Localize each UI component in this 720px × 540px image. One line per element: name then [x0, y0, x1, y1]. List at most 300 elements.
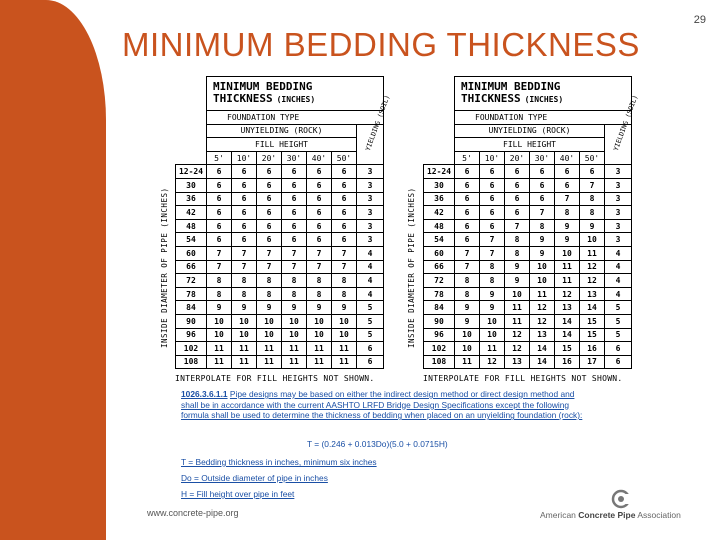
pipe-diameter-cell: 66 — [424, 260, 455, 274]
bedding-thickness-cell: 8 — [257, 274, 282, 288]
bedding-thickness-cell: 11 — [307, 342, 332, 356]
bedding-thickness-cell: 7 — [580, 178, 605, 192]
bedding-thickness-cell: 6 — [232, 192, 257, 206]
bedding-thickness-cell: 4 — [357, 260, 384, 274]
heading-line-1: MINIMUM BEDDING — [461, 80, 561, 93]
bedding-thickness-cell: 12 — [480, 355, 505, 369]
bedding-thickness-cell: 8 — [455, 287, 480, 301]
bedding-thickness-cell: 6 — [480, 178, 505, 192]
bedding-thickness-cell: 9 — [530, 233, 555, 247]
bedding-thickness-cell: 6 — [232, 233, 257, 247]
footer-url: www.concrete-pipe.org — [147, 508, 239, 518]
table-row — [424, 260, 632, 274]
bedding-thickness-cell: 6 — [455, 165, 480, 179]
bedding-thickness-cell: 10 — [207, 328, 232, 342]
left-accent-band — [0, 0, 106, 540]
bedding-thickness-cell: 11 — [455, 355, 480, 369]
table-row — [424, 206, 632, 220]
pipe-diameter-cell: 66 — [176, 260, 207, 274]
bedding-thickness-cell: 14 — [555, 314, 580, 328]
page-number: 29 — [693, 14, 706, 26]
bedding-thickness-cell: 8 — [455, 274, 480, 288]
table-row — [424, 355, 632, 369]
spec-text: Pipe designs may be based on either the indirect design method or direct design method and shall be in accordance with the current AASHTO LRFD Bridge Design Specifications except the following formula shall be used to determine the thickness of bedding when placed on an unyielding foundation (rock): — [181, 389, 583, 421]
bedding-thickness-cell: 10 — [480, 314, 505, 328]
pipe-diameter-cell: 84 — [424, 301, 455, 315]
bedding-thickness-cell: 12 — [530, 314, 555, 328]
yielding-text: YIELDING (SOIL) — [611, 94, 640, 153]
definition-do: Do = Outside diameter of pipe in inches — [181, 473, 328, 483]
bedding-thickness-cell: 7 — [307, 260, 332, 274]
bedding-thickness-cell: 13 — [580, 287, 605, 301]
bedding-thickness-cell: 3 — [357, 165, 384, 179]
bedding-thickness-cell: 7 — [505, 219, 530, 233]
bedding-thickness-cell: 5 — [605, 314, 632, 328]
bedding-thickness-cell: 9 — [555, 219, 580, 233]
fill-height-label: FILL HEIGHT — [207, 138, 357, 152]
pipe-diameter-cell: 84 — [176, 301, 207, 315]
corner-blank — [176, 124, 207, 138]
bedding-thickness-cell: 4 — [605, 260, 632, 274]
pipe-diameter-cell: 108 — [176, 355, 207, 369]
bedding-thickness-cell: 6 — [505, 178, 530, 192]
pipe-diameter-cell: 78 — [424, 287, 455, 301]
bedding-thickness-cell: 9 — [455, 301, 480, 315]
bedding-thickness-cell: 14 — [530, 342, 555, 356]
bedding-thickness-cell: 6 — [207, 233, 232, 247]
bedding-thickness-cell: 11 — [505, 301, 530, 315]
bedding-thickness-cell: 6 — [307, 219, 332, 233]
bedding-thickness-cell: 6 — [530, 178, 555, 192]
bedding-thickness-cell: 6 — [282, 192, 307, 206]
table-row — [424, 328, 632, 342]
bedding-thickness-cell: 12 — [555, 287, 580, 301]
definition-t: T = Bedding thickness in inches, minimum six inches — [181, 457, 377, 467]
bedding-thickness-cell: 3 — [605, 165, 632, 179]
bedding-thickness-cell: 8 — [282, 274, 307, 288]
bedding-thickness-cell: 12 — [505, 328, 530, 342]
bedding-thickness-cell: 6 — [232, 165, 257, 179]
corner-blank — [424, 138, 455, 152]
bedding-thickness-cell: 9 — [555, 233, 580, 247]
bedding-thickness-cell: 6 — [282, 233, 307, 247]
bedding-thickness-cell: 9 — [455, 314, 480, 328]
corner-blank — [424, 151, 455, 165]
bedding-thickness-cell: 11 — [580, 246, 605, 260]
bedding-thickness-cell: 6 — [307, 165, 332, 179]
pipe-diameter-cell: 30 — [176, 178, 207, 192]
bedding-thickness-cell: 6 — [307, 233, 332, 247]
bedding-thickness-cell: 11 — [257, 342, 282, 356]
bedding-thickness-cell: 6 — [357, 342, 384, 356]
bedding-thickness-cell: 6 — [505, 206, 530, 220]
table-row — [176, 274, 384, 288]
bedding-thickness-cell: 8 — [580, 192, 605, 206]
fill-height-label: FILL HEIGHT — [455, 138, 605, 152]
table-row — [176, 246, 384, 260]
bedding-thickness-cell: 6 — [455, 206, 480, 220]
pipe-diameter-cell: 108 — [424, 355, 455, 369]
bedding-thickness-cell: 17 — [580, 355, 605, 369]
acpa-logo — [540, 488, 710, 528]
bedding-thickness-cell: 7 — [207, 246, 232, 260]
bedding-thickness-cell: 6 — [282, 165, 307, 179]
bedding-thickness-cell: 6 — [257, 178, 282, 192]
bedding-thickness-cell: 9 — [505, 260, 530, 274]
bedding-thickness-cell: 9 — [530, 246, 555, 260]
corner-blank — [424, 77, 455, 111]
bedding-thickness-cell: 6 — [232, 178, 257, 192]
bedding-thickness-cell: 6 — [332, 165, 357, 179]
bedding-thickness-cell: 8 — [505, 233, 530, 247]
pipe-diameter-cell: 12-24 — [176, 165, 207, 179]
bedding-thickness-cell: 7 — [332, 246, 357, 260]
bedding-thickness-cell: 6 — [480, 192, 505, 206]
heading-thickness: THICKNESS — [461, 92, 521, 105]
bedding-thickness-cell: 6 — [555, 165, 580, 179]
fill-height-header: 5' — [207, 151, 232, 165]
bedding-thickness-cell: 10 — [530, 274, 555, 288]
bedding-formula: T = (0.246 + 0.013Do)(5.0 + 0.0715H) — [307, 439, 448, 449]
bedding-thickness-cell: 6 — [555, 178, 580, 192]
pipe-diameter-cell: 54 — [424, 233, 455, 247]
fill-height-header: 30' — [282, 151, 307, 165]
bedding-thickness-cell: 9 — [232, 301, 257, 315]
bedding-thickness-cell: 9 — [257, 301, 282, 315]
bedding-thickness-cell: 6 — [207, 178, 232, 192]
corner-blank — [424, 111, 455, 125]
fill-height-header: 50' — [580, 151, 605, 165]
bedding-thickness-cell: 8 — [282, 287, 307, 301]
bedding-thickness-cell: 6 — [257, 192, 282, 206]
bedding-thickness-cell: 4 — [357, 274, 384, 288]
bedding-thickness-cell: 10 — [555, 246, 580, 260]
pipe-diameter-cell: 36 — [176, 192, 207, 206]
table-row — [176, 233, 384, 247]
bedding-thickness-cell: 6 — [505, 192, 530, 206]
bedding-thickness-cell: 9 — [207, 301, 232, 315]
bedding-thickness-cell: 3 — [605, 206, 632, 220]
heading-units: (INCHES) — [276, 95, 316, 104]
page-title: MINIMUM BEDDING THICKNESS — [122, 26, 640, 63]
bedding-thickness-cell: 7 — [257, 246, 282, 260]
right-side-label: INSIDE DIAMETER OF PIPE (INCHES) — [407, 187, 416, 348]
bedding-thickness-cell: 9 — [480, 287, 505, 301]
bedding-thickness-cell: 6 — [232, 206, 257, 220]
bedding-thickness-cell: 16 — [580, 342, 605, 356]
table-row — [176, 287, 384, 301]
table-row — [176, 314, 384, 328]
bedding-thickness-cell: 6 — [282, 219, 307, 233]
bedding-thickness-cell: 3 — [605, 192, 632, 206]
bedding-thickness-cell: 11 — [505, 314, 530, 328]
pipe-diameter-cell: 102 — [176, 342, 207, 356]
bedding-thickness-cell: 11 — [232, 355, 257, 369]
fill-height-header: 5' — [455, 151, 480, 165]
bedding-thickness-cell: 6 — [357, 355, 384, 369]
table-row — [424, 314, 632, 328]
bedding-thickness-cell: 3 — [357, 219, 384, 233]
bedding-thickness-cell: 10 — [332, 314, 357, 328]
bedding-thickness-cell: 6 — [207, 192, 232, 206]
bedding-thickness-cell: 6 — [580, 165, 605, 179]
table-row — [424, 246, 632, 260]
bedding-thickness-cell: 3 — [357, 233, 384, 247]
bedding-thickness-cell: 7 — [307, 246, 332, 260]
table-row — [424, 178, 632, 192]
bedding-thickness-cell: 11 — [207, 355, 232, 369]
bedding-thickness-cell: 8 — [530, 219, 555, 233]
table-row — [176, 328, 384, 342]
bedding-thickness-cell: 3 — [605, 219, 632, 233]
bedding-thickness-cell: 6 — [455, 219, 480, 233]
bedding-thickness-cell: 12 — [580, 274, 605, 288]
bedding-thickness-cell: 11 — [282, 355, 307, 369]
bedding-thickness-cell: 6 — [605, 355, 632, 369]
bedding-thickness-cell: 6 — [332, 233, 357, 247]
table-row — [424, 233, 632, 247]
spec-paragraph — [181, 389, 588, 421]
bedding-thickness-cell: 10 — [257, 328, 282, 342]
bedding-thickness-cell: 7 — [232, 260, 257, 274]
pipe-diameter-cell: 72 — [176, 274, 207, 288]
bedding-thickness-cell: 8 — [307, 287, 332, 301]
fill-height-header: 20' — [505, 151, 530, 165]
bedding-thickness-cell: 3 — [357, 206, 384, 220]
table-row — [176, 165, 384, 179]
bedding-thickness-cell: 3 — [605, 233, 632, 247]
bedding-thickness-cell: 6 — [332, 192, 357, 206]
bedding-thickness-cell: 6 — [307, 206, 332, 220]
bedding-thickness-cell: 7 — [555, 192, 580, 206]
bedding-thickness-cell: 8 — [332, 274, 357, 288]
unyielding-label: UNYIELDING (ROCK) — [455, 124, 605, 138]
fill-height-header: 40' — [555, 151, 580, 165]
pipe-diameter-cell: 12-24 — [424, 165, 455, 179]
bedding-thickness-cell: 6 — [307, 178, 332, 192]
fill-height-header: 30' — [530, 151, 555, 165]
heading-line-1: MINIMUM BEDDING — [213, 80, 313, 93]
bedding-thickness-cell: 5 — [357, 328, 384, 342]
bedding-thickness-cell: 10 — [332, 328, 357, 342]
corner-blank — [176, 151, 207, 165]
bedding-thickness-cell: 7 — [282, 260, 307, 274]
bedding-thickness-cell: 9 — [480, 301, 505, 315]
pipe-diameter-cell: 78 — [176, 287, 207, 301]
bedding-thickness-cell: 7 — [282, 246, 307, 260]
table-row — [424, 192, 632, 206]
heading-units: (INCHES) — [524, 95, 564, 104]
bedding-thickness-cell: 8 — [555, 206, 580, 220]
bedding-thickness-cell: 10 — [530, 260, 555, 274]
bedding-thickness-cell: 5 — [605, 301, 632, 315]
bedding-thickness-cell: 8 — [332, 287, 357, 301]
bedding-thickness-cell: 11 — [332, 355, 357, 369]
bedding-thickness-cell: 6 — [207, 206, 232, 220]
bedding-thickness-cell: 6 — [455, 192, 480, 206]
table-heading — [207, 77, 384, 111]
table-row — [424, 165, 632, 179]
bedding-thickness-cell: 12 — [580, 260, 605, 274]
table-row — [424, 219, 632, 233]
bedding-thickness-cell: 11 — [257, 355, 282, 369]
yielding-label — [605, 94, 640, 165]
bedding-thickness-cell: 13 — [505, 355, 530, 369]
pipe-diameter-cell: 60 — [176, 246, 207, 260]
bedding-thickness-cell: 8 — [257, 287, 282, 301]
table-row — [176, 178, 384, 192]
table-row — [424, 342, 632, 356]
bedding-thickness-cell: 4 — [357, 246, 384, 260]
fill-height-header: 10' — [480, 151, 505, 165]
corner-blank — [176, 111, 207, 125]
bedding-thickness-cell: 3 — [357, 178, 384, 192]
bedding-thickness-cell: 5 — [357, 314, 384, 328]
pipe-diameter-cell: 48 — [424, 219, 455, 233]
table-row — [176, 301, 384, 315]
bedding-thickness-cell: 6 — [232, 219, 257, 233]
pipe-diameter-cell: 36 — [424, 192, 455, 206]
bedding-thickness-cell: 12 — [505, 342, 530, 356]
corner-blank — [176, 138, 207, 152]
table-heading — [455, 77, 632, 111]
foundation-type-label: FOUNDATION TYPE — [455, 111, 632, 125]
table-row — [424, 301, 632, 315]
bedding-thickness-cell: 10 — [232, 314, 257, 328]
pipe-diameter-cell: 42 — [176, 206, 207, 220]
bedding-thickness-cell: 6 — [332, 178, 357, 192]
fill-height-header: 20' — [257, 151, 282, 165]
pipe-diameter-cell: 72 — [424, 274, 455, 288]
bedding-thickness-cell: 6 — [257, 206, 282, 220]
bedding-thickness-cell: 6 — [455, 178, 480, 192]
bedding-thickness-cell: 10 — [282, 328, 307, 342]
bedding-thickness-cell: 11 — [307, 355, 332, 369]
bedding-thickness-cell: 3 — [605, 178, 632, 192]
bedding-thickness-cell: 7 — [455, 246, 480, 260]
bedding-thickness-cell: 14 — [530, 355, 555, 369]
right-bedding-table — [423, 76, 640, 369]
bedding-thickness-cell: 10 — [455, 342, 480, 356]
bedding-thickness-cell: 8 — [207, 274, 232, 288]
left-table-grid — [175, 76, 392, 369]
bedding-thickness-cell: 10 — [257, 314, 282, 328]
left-interpolate-note: INTERPOLATE FOR FILL HEIGHTS NOT SHOWN. — [175, 374, 375, 383]
bedding-thickness-cell: 8 — [580, 206, 605, 220]
pipe-diameter-cell: 60 — [424, 246, 455, 260]
pipe-diameter-cell: 102 — [424, 342, 455, 356]
table-row — [176, 342, 384, 356]
bedding-thickness-cell: 6 — [332, 206, 357, 220]
bedding-thickness-cell: 7 — [232, 246, 257, 260]
right-table-grid — [423, 76, 640, 369]
heading-thickness: THICKNESS — [213, 92, 273, 105]
fill-height-header: 10' — [232, 151, 257, 165]
bedding-thickness-cell: 11 — [207, 342, 232, 356]
bedding-thickness-cell: 6 — [307, 192, 332, 206]
bedding-thickness-cell: 6 — [530, 165, 555, 179]
acpa-logo-icon — [608, 488, 634, 510]
bedding-thickness-cell: 7 — [530, 206, 555, 220]
bedding-thickness-cell: 11 — [480, 342, 505, 356]
bedding-thickness-cell: 11 — [555, 260, 580, 274]
bedding-thickness-cell: 11 — [232, 342, 257, 356]
bedding-thickness-cell: 6 — [257, 165, 282, 179]
bedding-thickness-cell: 10 — [307, 314, 332, 328]
bedding-thickness-cell: 4 — [605, 274, 632, 288]
bedding-thickness-cell: 15 — [555, 342, 580, 356]
bedding-thickness-cell: 7 — [332, 260, 357, 274]
bedding-thickness-cell: 11 — [555, 274, 580, 288]
bedding-thickness-cell: 10 — [580, 233, 605, 247]
bedding-thickness-cell: 6 — [530, 192, 555, 206]
bedding-thickness-cell: 8 — [505, 246, 530, 260]
spec-section-number: 1026.3.6.1.1 — [181, 389, 228, 399]
bedding-thickness-cell: 14 — [580, 301, 605, 315]
bedding-thickness-cell: 10 — [282, 314, 307, 328]
bedding-thickness-cell: 4 — [605, 287, 632, 301]
bedding-thickness-cell: 8 — [232, 274, 257, 288]
bedding-thickness-cell: 10 — [505, 287, 530, 301]
bedding-thickness-cell: 10 — [232, 328, 257, 342]
right-interpolate-note: INTERPOLATE FOR FILL HEIGHTS NOT SHOWN. — [423, 374, 623, 383]
bedding-thickness-cell: 16 — [555, 355, 580, 369]
pipe-diameter-cell: 48 — [176, 219, 207, 233]
bedding-thickness-cell: 6 — [282, 206, 307, 220]
bedding-thickness-cell: 9 — [307, 301, 332, 315]
bedding-thickness-cell: 6 — [207, 165, 232, 179]
bedding-thickness-cell: 8 — [207, 287, 232, 301]
table-row — [424, 274, 632, 288]
bedding-thickness-cell: 9 — [332, 301, 357, 315]
table-row — [424, 287, 632, 301]
bedding-thickness-cell: 7 — [455, 260, 480, 274]
bedding-thickness-cell: 15 — [580, 328, 605, 342]
table-row — [176, 260, 384, 274]
bedding-thickness-cell: 9 — [580, 219, 605, 233]
bedding-thickness-cell: 8 — [480, 260, 505, 274]
bedding-thickness-cell: 12 — [530, 301, 555, 315]
bedding-thickness-cell: 6 — [257, 233, 282, 247]
bedding-thickness-cell: 6 — [480, 165, 505, 179]
bedding-thickness-cell: 15 — [580, 314, 605, 328]
bedding-thickness-cell: 13 — [530, 328, 555, 342]
yielding-text: YIELDING (SOIL) — [363, 94, 392, 153]
pipe-diameter-cell: 42 — [424, 206, 455, 220]
pipe-diameter-cell: 96 — [424, 328, 455, 342]
bedding-thickness-cell: 11 — [282, 342, 307, 356]
bedding-thickness-cell: 11 — [530, 287, 555, 301]
bedding-thickness-cell: 6 — [605, 342, 632, 356]
table-row — [176, 192, 384, 206]
bedding-thickness-cell: 9 — [505, 274, 530, 288]
bedding-thickness-cell: 4 — [605, 246, 632, 260]
bedding-thickness-cell: 7 — [257, 260, 282, 274]
pipe-diameter-cell: 90 — [424, 314, 455, 328]
bedding-thickness-cell: 13 — [555, 301, 580, 315]
bedding-thickness-cell: 10 — [307, 328, 332, 342]
bedding-thickness-cell: 8 — [307, 274, 332, 288]
bedding-thickness-cell: 7 — [480, 233, 505, 247]
bedding-thickness-cell: 5 — [357, 301, 384, 315]
pipe-diameter-cell: 96 — [176, 328, 207, 342]
bedding-thickness-cell: 10 — [455, 328, 480, 342]
logo-suffix: Association — [637, 510, 681, 520]
bedding-thickness-cell: 7 — [480, 246, 505, 260]
bedding-thickness-cell: 6 — [282, 178, 307, 192]
logo-prefix: American — [540, 510, 576, 520]
table-row — [176, 206, 384, 220]
